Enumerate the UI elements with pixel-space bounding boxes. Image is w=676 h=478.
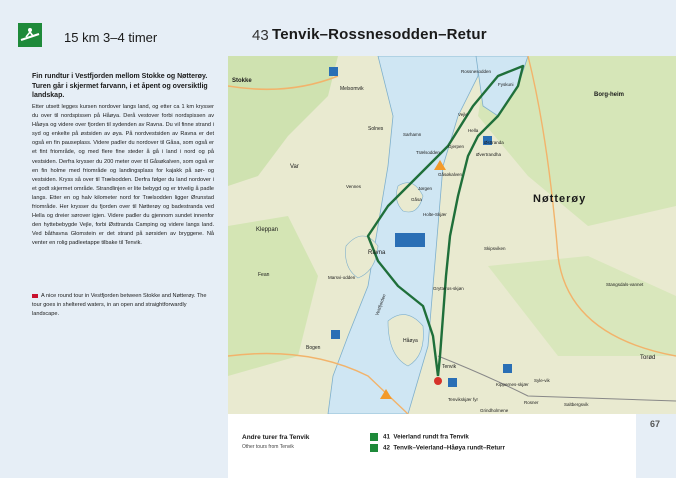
label-gasa: Gåsa bbox=[411, 197, 422, 202]
label-osttranda: Østtranda bbox=[484, 140, 504, 145]
label-kleppan: Kleppan bbox=[256, 227, 279, 233]
label-gjerpen: Gjerpen bbox=[448, 144, 465, 149]
page-number: 67 bbox=[650, 419, 661, 429]
other-tours-title: Andre turer fra Tenvik bbox=[242, 434, 310, 441]
label-vestfjorden: Vestfjorden bbox=[374, 293, 387, 317]
label-notteroy: Nøtterøy bbox=[533, 193, 587, 205]
english-summary bbox=[32, 292, 214, 319]
label-torod: Torød bbox=[640, 355, 656, 361]
label-var: Var bbox=[290, 164, 299, 170]
label-gasokalven: Gåsøkalven bbox=[438, 172, 463, 177]
label-tenvikskjaer: Tenvikskjær fyr bbox=[448, 397, 479, 402]
label-holteskjaer: Holte-Skjær bbox=[423, 212, 447, 217]
other-tours-subtitle: Other tours from Tenvik bbox=[242, 444, 294, 450]
label-stokke: Stokke bbox=[232, 78, 252, 84]
poi-icons bbox=[395, 233, 425, 247]
label-vennes: Vennes bbox=[346, 184, 362, 189]
label-saltbergsvik: Saltbergsvik bbox=[564, 402, 589, 407]
kayak-icon bbox=[370, 433, 378, 441]
distance-time: 15 km 3–4 timer bbox=[64, 30, 158, 45]
intro-text: Fin rundtur i Vestfjorden mellom Stokke og Nøtterøy. Turen går i skjermet farvann, i et åpent og oversiktlig landskap. bbox=[32, 73, 208, 99]
route-map bbox=[228, 56, 676, 414]
kayak-icon bbox=[370, 444, 378, 452]
label-overtrandha: Øvertrandha bbox=[476, 152, 502, 157]
label-stangsdalsvannet: Stangsdals-vannet bbox=[606, 282, 644, 287]
route-title: Tenvik–Rossnesodden–Retur bbox=[272, 26, 487, 43]
tour-link-42[interactable]: 42 Tenvik–Veierland–Håøya rundt–Returr bbox=[370, 444, 505, 452]
start-marker bbox=[434, 377, 442, 385]
label-haoya: Håøya bbox=[403, 338, 418, 344]
label-melsomvik: Melsomvik bbox=[340, 86, 364, 92]
label-jorgen: Jørgen bbox=[418, 186, 433, 191]
label-marsviodden: Marsvi-odden bbox=[328, 275, 356, 280]
label-kippernes: Kippernes-skjær bbox=[496, 382, 529, 387]
english-text: A nice round tour in Vestfjorden between Stokke and Nøtterøy. The tour goes in sheltered waters, in an open and straightforwardly landscape. bbox=[32, 293, 207, 318]
label-tenvik: Tenvik bbox=[442, 364, 457, 370]
label-hella: Hella bbox=[468, 128, 479, 133]
parking-icon-3 bbox=[331, 330, 340, 339]
label-fean: Fean bbox=[258, 272, 270, 278]
uk-flag-icon bbox=[32, 294, 38, 298]
label-bogen: Bogen bbox=[306, 345, 321, 351]
parking-icon bbox=[329, 67, 338, 76]
label-rosner: Rosner bbox=[524, 400, 539, 405]
parking-icon-4 bbox=[448, 378, 457, 387]
label-fyskuni: Fyskuni bbox=[498, 82, 514, 87]
label-rossnesodden: Rossnesodden bbox=[461, 69, 492, 74]
body-text: Etter utsett legges kursen nordover langs land, og etter ca 1 km krysser du over til nordspissen på Håøya. Derå vestover forbi nordspissen av Håøya og videre over fjorden til sydenden av Ravna. Du vil finne strand i syd og enkelte på østsiden av øya. På nordvestsiden av Ravna er det også en fin pauseplass. Videre padler du nordover til Gåsa, som også er et fint friområde, og med flere fine steder å gå i land i nord og på vestsiden. Derfra krysser du 200 meter over til Gåsøkalven, som også er en fin holme med friområde og landingsplass for kajakk på sør- og vestsiden. Kryss så over til Trælsodden. Derfra følger du land nordover i et godt skjermet område. Strandlinjen er lite bebygd og er trivelig å padle langs. Etter en og halv kilometer nord for Trælsodden ligger Ørunstad friområde. Her krysser du fjorden over til Nøtterøy og badestranda ved Hella og dreier sørover igjen. Videre padler du gjennom sundet innenfor den hyttebebygde Vejle, forbi Østtranda Camping og videre langs land. Ved båthavna Glomstein er det strand på sørsiden av bryggene. Nå venter en rolig padleetappe tilbake til Tenvik. bbox=[32, 104, 214, 247]
label-skipsviken: Skipsviken bbox=[484, 246, 506, 251]
parking-icon-5 bbox=[503, 364, 512, 373]
tour-link-41[interactable]: 41 Veierland rundt fra Tenvik bbox=[370, 433, 469, 441]
label-sarhamn: Sarhamn bbox=[403, 132, 422, 137]
label-grindholmene: Grindholmene bbox=[480, 408, 509, 413]
label-ravna: Ravna bbox=[368, 250, 386, 256]
label-sylevik: Syle-vik bbox=[534, 378, 550, 383]
kayak-icon bbox=[18, 23, 42, 47]
label-vejle: Vejle bbox=[458, 112, 468, 117]
label-traelsodden: Trælsodden bbox=[416, 150, 440, 155]
label-borgheim: Borg-heim bbox=[594, 92, 624, 98]
route-number: 43 bbox=[252, 27, 269, 44]
label-grytteros: Grytteros-skjøn bbox=[433, 286, 464, 291]
label-solnes: Solnes bbox=[368, 126, 384, 132]
